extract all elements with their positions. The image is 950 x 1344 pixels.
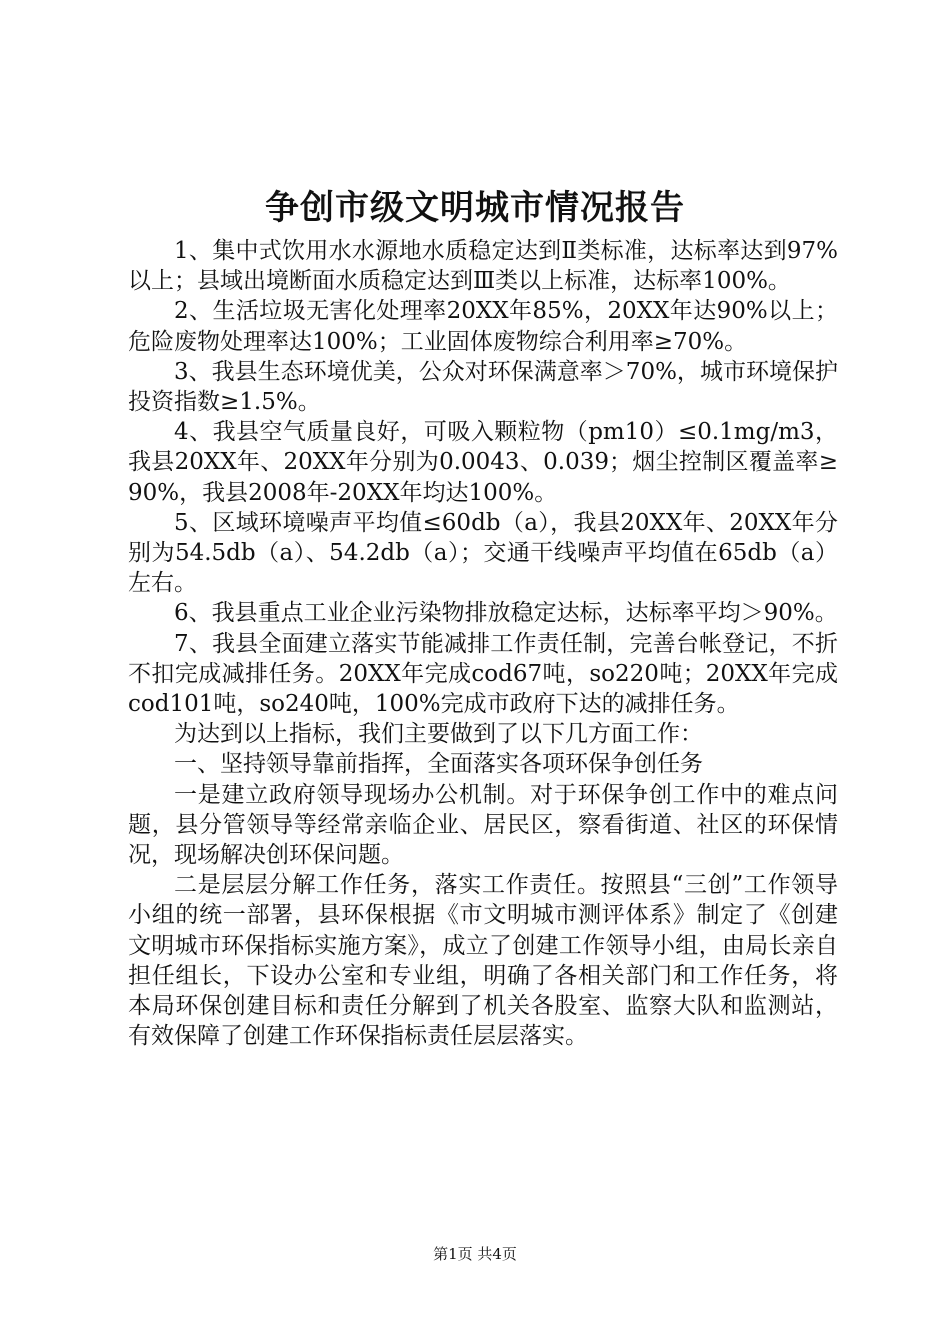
page-number-footer: 第1页 共4页	[433, 1245, 517, 1263]
paragraph-second-measure: 二是层层分解工作任务，落实工作责任。按照县“三创”工作领导小组的统一部署，县环保根据《市文明城市测评体系》制定了《创建文明城市环保指标实施方案》，成立了创建工作领导小组，由局长亲自担任组长，下设办公室和专业组，明确了各相关部门和工作任务，将本局环保创建目标和责任分解到了机关各股室、监察大队和监测站，有效保障了创建工作环保指标责任层层落实。	[128, 872, 838, 1050]
document-title: 争创市级文明城市情况报告	[265, 188, 685, 228]
paragraph-first-measure: 一是建立政府领导现场办公机制。对于环保争创工作中的难点问题，县分管领导等经常亲临企业、居民区，察看街道、社区的环保情况，现场解决创环保问题。	[128, 781, 838, 869]
intro-paragraph: 为达到以上指标，我们主要做到了以下几方面工作：	[174, 721, 703, 748]
paragraph-3: 3、我县生态环境优美，公众对环保满意率＞70%，城市环境保护投资指数≥1.5%。	[128, 358, 838, 416]
paragraph-4: 4、我县空气质量良好，可吸入颗粒物（pm10）≤0.1mg/m3，我县20XX年、20XX年分别为0.0043、0.039；烟尘控制区覆盖率≥90%，我县2008年-20XX年均达100%。	[128, 419, 838, 506]
paragraph-1: 1、集中式饮用水水源地水质稳定达到Ⅱ类标准，达标率达到97%以上；县域出境断面水质稳定达到Ⅲ类以上标准，达标率100%。	[128, 238, 838, 295]
paragraph-2: 2、生活垃圾无害化处理率20XX年85%，20XX年达90%以上；危险废物处理率达100%；工业固体废物综合利用率≥70%。	[128, 298, 838, 355]
paragraph-5: 5、区域环境噪声平均值≤60db（a），我县20XX年、20XX年分别为54.5db（a）、54.2db（a）；交通干线噪声平均值在65db（a）左右。	[128, 509, 838, 597]
paragraph-7: 7、我县全面建立落实节能减排工作责任制，完善台帐登记，不折不扣完成减排任务。20XX年完成cod67吨，so220吨；20XX年完成cod101吨，so240吨，100%完成市政府下达的减排任务。	[128, 630, 838, 718]
document-body	[128, 236, 838, 1051]
section-heading: 一、坚持领导靠前指挥，全面落实各项环保争创任务	[174, 751, 703, 778]
paragraph-6: 6、我县重点工业企业污染物排放稳定达标，达标率平均＞90%。	[174, 600, 838, 627]
